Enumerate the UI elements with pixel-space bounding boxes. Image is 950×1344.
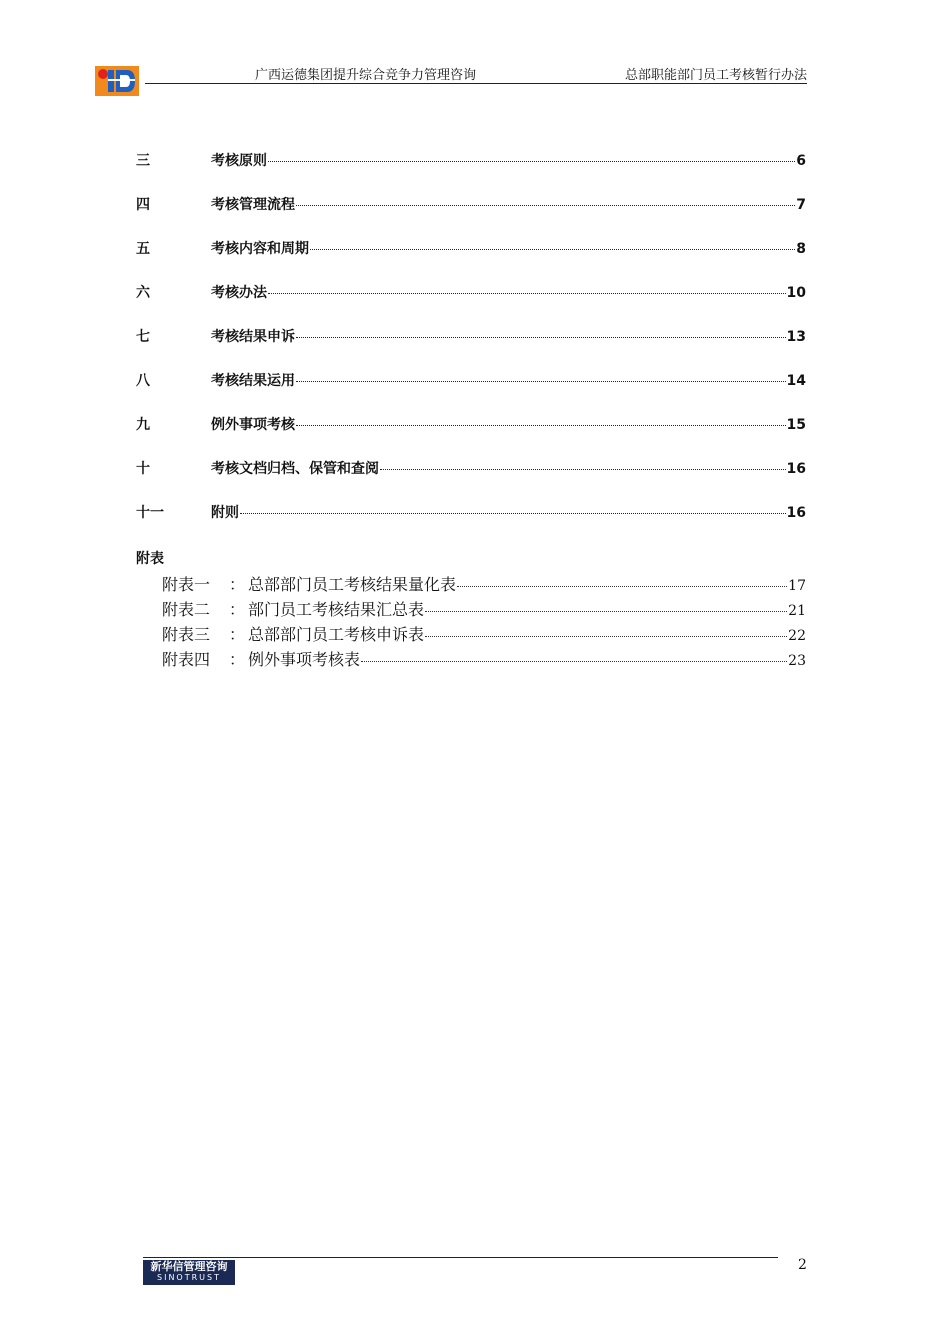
appendix-title: 例外事项考核表 (248, 650, 361, 669)
toc-page: 16 (786, 461, 806, 477)
appendix-heading: 附表 (136, 551, 164, 567)
header-left-title: 广西运德集团提升综合竞争力管理咨询 (255, 68, 477, 83)
toc-number: 四 (136, 197, 150, 213)
toc-page: 8 (796, 241, 806, 257)
toc-page: 7 (796, 197, 806, 213)
toc-leader (380, 469, 786, 470)
appendix-title: 部门员工考核结果汇总表 (248, 600, 425, 619)
toc-title: 考核结果申诉 (211, 329, 295, 345)
appendix-leader (425, 611, 787, 612)
appendix-title: 总部部门员工考核结果量化表 (248, 575, 457, 594)
toc-leader (268, 161, 795, 162)
toc-entry[interactable] (136, 238, 806, 282)
toc-entry[interactable] (136, 458, 806, 502)
toc-entry[interactable] (136, 282, 806, 326)
appendix-leader (457, 586, 787, 587)
appendix-colon: ： (228, 625, 245, 644)
table-of-contents (136, 150, 806, 546)
footer-logo-en: SINOTRUST (157, 1273, 221, 1282)
toc-leader (296, 337, 786, 338)
toc-title: 考核办法 (211, 285, 267, 301)
appendix-colon: ： (228, 650, 245, 669)
toc-leader (240, 513, 786, 514)
toc-page: 13 (786, 329, 806, 345)
appendix-colon: ： (228, 575, 245, 594)
toc-title: 考核内容和周期 (211, 241, 309, 257)
toc-number: 五 (136, 241, 150, 257)
toc-entry[interactable] (136, 370, 806, 414)
footer-logo-cn: 新华信管理咨询 (150, 1260, 228, 1273)
page-number: 2 (798, 1257, 807, 1273)
header-divider (145, 83, 807, 84)
toc-title: 考核管理流程 (211, 197, 295, 213)
company-logo (95, 66, 139, 96)
appendix-page: 23 (788, 653, 806, 669)
appendix-title: 总部部门员工考核申诉表 (248, 625, 425, 644)
toc-leader (296, 381, 786, 382)
toc-page: 14 (786, 373, 806, 389)
header-right-title: 总部职能部门员工考核暂行办法 (624, 68, 807, 83)
toc-page: 10 (786, 285, 806, 301)
appendix-page: 17 (788, 578, 806, 594)
appendix-page: 22 (788, 628, 806, 644)
toc-page: 15 (786, 417, 806, 433)
appendix-entry[interactable] (162, 647, 806, 672)
toc-entry[interactable] (136, 414, 806, 458)
toc-title: 附则 (211, 505, 239, 521)
appendix-entry[interactable] (162, 622, 806, 647)
toc-title: 考核文档归档、保管和查阅 (211, 461, 379, 477)
toc-number: 八 (136, 373, 150, 389)
toc-page: 16 (786, 505, 806, 521)
toc-title: 考核结果运用 (211, 373, 295, 389)
appendix-name: 附表三 (162, 625, 211, 644)
appendix-page: 21 (788, 603, 806, 619)
toc-entry[interactable] (136, 150, 806, 194)
toc-page: 6 (796, 153, 806, 169)
toc-number: 九 (136, 417, 150, 433)
footer-logo (143, 1260, 235, 1285)
appendix-leader (425, 636, 787, 637)
toc-leader (268, 293, 786, 294)
toc-title: 例外事项考核 (211, 417, 295, 433)
appendix-name: 附表一 (162, 575, 211, 594)
footer-divider (143, 1257, 778, 1258)
appendix-entry[interactable] (162, 597, 806, 622)
toc-leader (296, 425, 786, 426)
toc-title: 考核原则 (211, 153, 267, 169)
appendix-leader (361, 661, 787, 662)
toc-entry[interactable] (136, 502, 806, 546)
appendix-entry[interactable] (162, 572, 806, 597)
appendix-colon: ： (228, 600, 245, 619)
toc-entry[interactable] (136, 194, 806, 238)
toc-number: 三 (136, 153, 150, 169)
toc-leader (296, 205, 795, 206)
toc-number: 七 (136, 329, 150, 345)
toc-number: 六 (136, 285, 150, 301)
toc-entry[interactable] (136, 326, 806, 370)
appendix-name: 附表二 (162, 600, 211, 619)
toc-leader (310, 249, 795, 250)
appendix-name: 附表四 (162, 650, 211, 669)
toc-number: 十一 (136, 505, 164, 521)
appendix-list (162, 572, 806, 672)
toc-number: 十 (136, 461, 150, 477)
